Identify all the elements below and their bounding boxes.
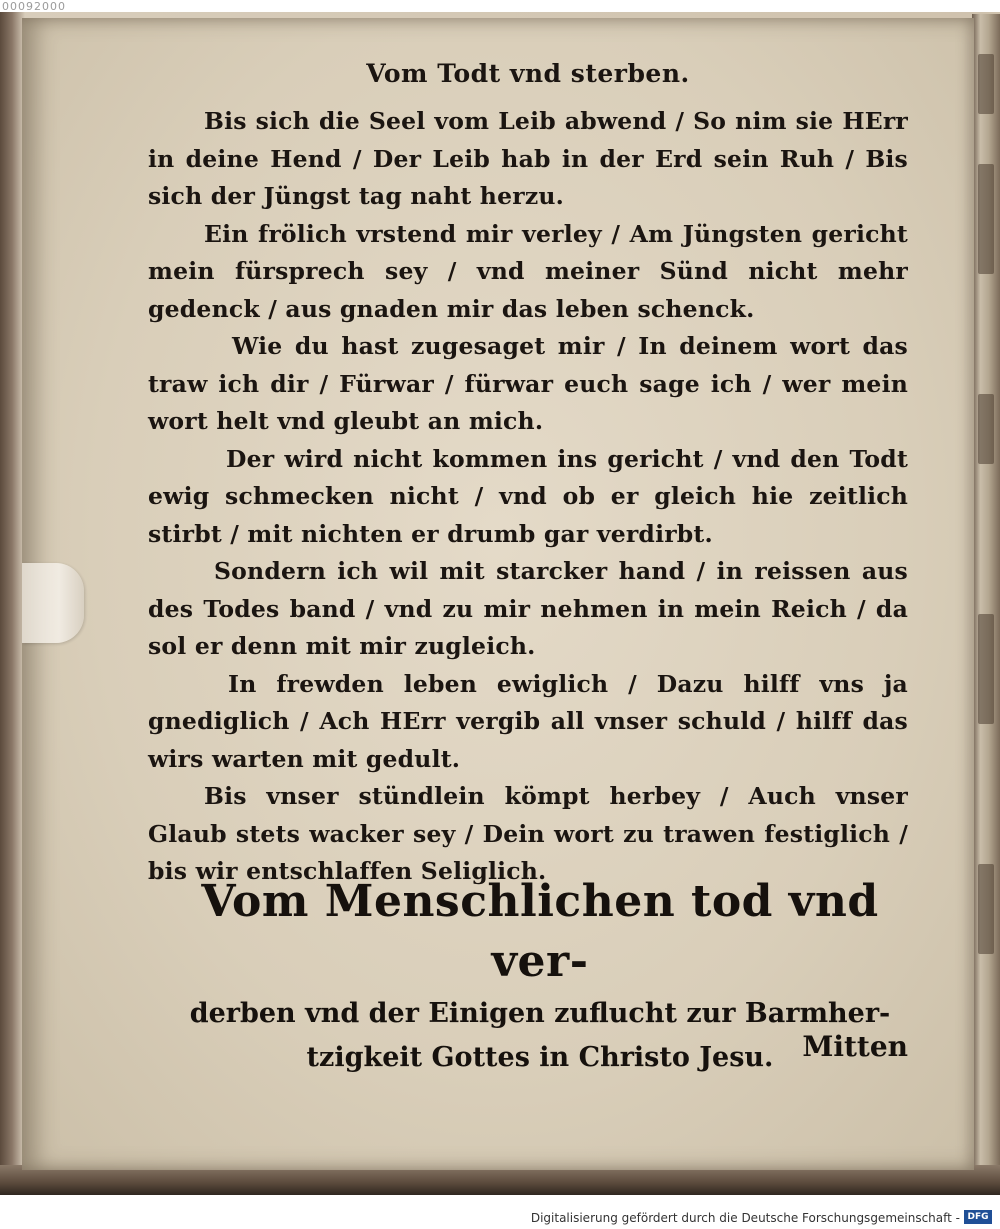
fore-edge-mark xyxy=(978,864,994,954)
section-title-subtitle: derben vnd der Einigen zuflucht zur Barmher- xyxy=(189,998,891,1029)
catchword: Mitten xyxy=(802,1030,908,1063)
stanza: In frewden leben ewiglich / Dazu hilff vns ja gnediglich / Ach HErr vergib all vnser schuld / hilff das wirs warten mit gedult. xyxy=(148,669,908,773)
book-fore-edge xyxy=(972,14,1000,1179)
section-title-subtitle: tzigkeit Gottes in Christo Jesu. xyxy=(306,1042,774,1073)
running-head: Vom Todt vnd sterben. xyxy=(366,59,690,88)
funding-credit: Digitalisierung gefördert durch die Deutsche Forschungsgemeinschaft - xyxy=(530,1211,960,1225)
stanza: Der wird nicht kommen ins gericht / vnd den Todt ewig schmecken nicht / vnd ob er gleich hie zeitlich stirbt / mit nichten er drumb gar verdirbt. xyxy=(148,444,908,548)
footer xyxy=(0,1195,1000,1229)
fore-edge-mark xyxy=(978,614,994,724)
stanza: Sondern ich wil mit starcker hand / in reissen aus des Todes band / vnd zu mir nehmen in mein Reich / da sol er denn mit mir zugleich. xyxy=(148,557,908,660)
stanza: Wie du hast zugesaget mir / In deinem wort das traw ich dir / Fürwar / fürwar euch sage ich / wer mein wort helt vnd gleubt an mich. xyxy=(148,332,908,435)
scan-id: 00092000 xyxy=(2,0,66,13)
dfg-logo: DFG xyxy=(964,1210,992,1224)
fore-edge-mark xyxy=(978,54,994,114)
page-holder-tab xyxy=(22,563,84,643)
section-title-main: Vom Menschlichen tod vnd ver- xyxy=(201,876,879,987)
stanza: Bis sich die Seel vom Leib abwend / So nim sie HErr in deine Hend / Der Leib hab in der Erd sein Ruh / Bis sich der Jüngst tag naht herzu. xyxy=(148,107,908,210)
fore-edge-mark xyxy=(978,164,994,274)
stanza: Ein frölich vrstend mir verley / Am Jüngsten gericht mein fürsprech sey / vnd meiner Sünd nicht mehr gedenck / aus gnaden mir das leben schenck. xyxy=(148,219,908,323)
page-text xyxy=(148,55,908,891)
stanza: Bis vnser stündlein kömpt herbey / Auch vnser Glaub stets wacker sey / Dein wort zu trawen festiglich / bis wir entschlaffen Seliglich. xyxy=(148,782,908,885)
fore-edge-mark xyxy=(978,394,994,464)
section-title xyxy=(170,872,910,1080)
